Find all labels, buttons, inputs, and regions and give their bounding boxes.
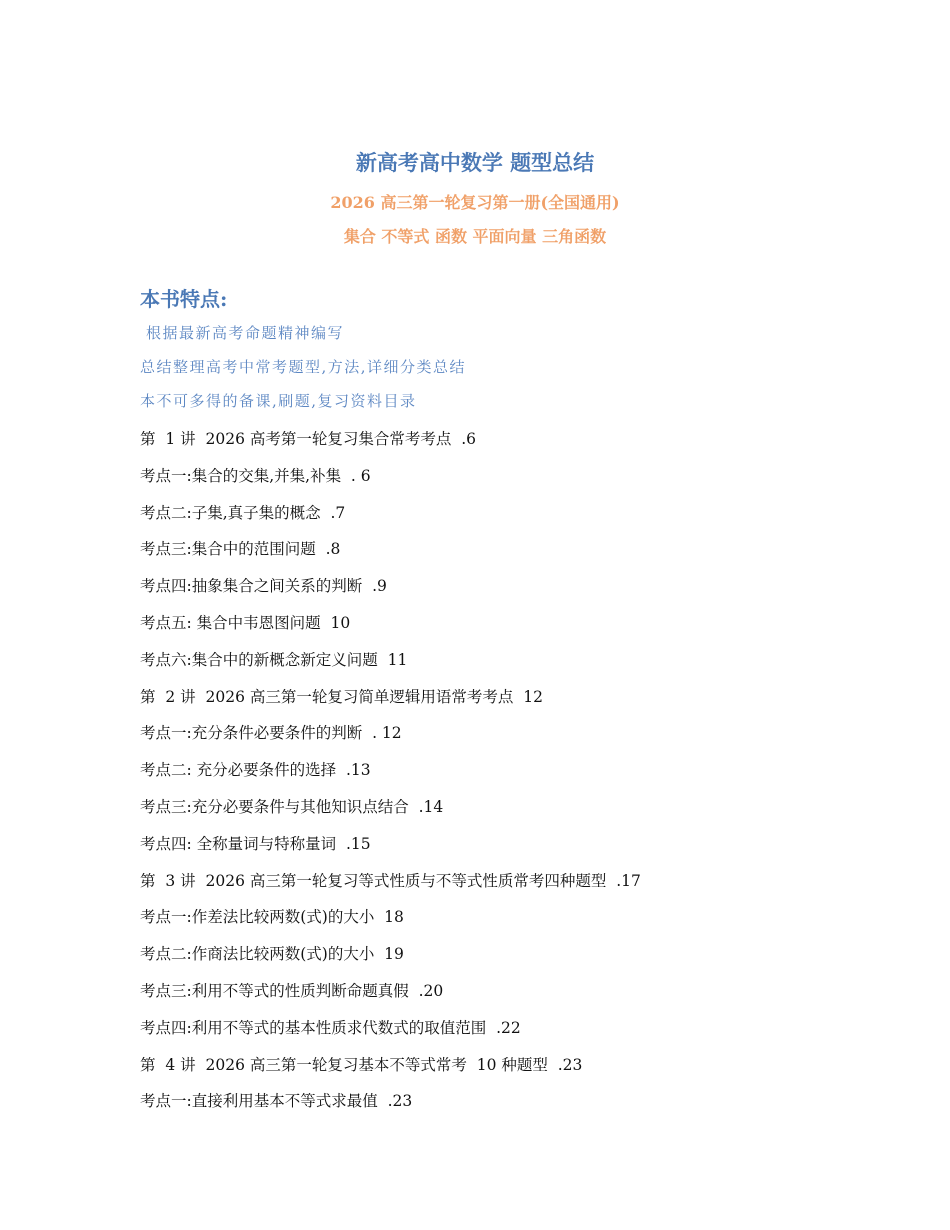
toc-section-entry[interactable]: 考点一:作差法比较两数(式)的大小 18 (140, 908, 404, 927)
toc-section-entry[interactable]: 考点一:直接利用基本不等式求最值 .23 (140, 1092, 413, 1111)
toc-section-entry[interactable]: 考点二:作商法比较两数(式)的大小 19 (140, 945, 404, 964)
toc-section-entry[interactable]: 考点三:利用不等式的性质判断命题真假 .20 (140, 981, 444, 1000)
toc-section-entry[interactable]: 考点五: 集合中韦恩图问题 10 (140, 613, 351, 632)
feature-item: 根据最新高考命题精神编写 (146, 324, 345, 342)
document-subtitle-edition: 2026 高三第一轮复习第一册(全国通用) (330, 193, 620, 212)
toc-section-entry[interactable]: 考点四:抽象集合之间关系的判断 .9 (140, 577, 387, 596)
toc-section-entry[interactable]: 考点三:充分必要条件与其他知识点结合 .14 (140, 797, 444, 816)
toc-section-entry[interactable]: 考点四: 全称量词与特称量词 .15 (140, 834, 371, 853)
toc-section-entry[interactable]: 考点一:集合的交集,并集,补集 . 6 (140, 466, 371, 485)
document-title: 新高考高中数学 题型总结 (355, 150, 595, 175)
table-of-contents (140, 428, 641, 1127)
toc-chapter-entry[interactable]: 第 1 讲 2026 高考第一轮复习集合常考考点 .6 (140, 430, 477, 448)
toc-chapter-entry[interactable]: 第 2 讲 2026 高三第一轮复习简单逻辑用语常考考点 12 (140, 687, 543, 706)
toc-section-entry[interactable]: 考点二: 充分必要条件的选择 .13 (140, 761, 371, 780)
feature-item: 总结整理高考中常考题型,方法,详细分类总结 (140, 358, 467, 376)
toc-section-entry[interactable]: 考点二:子集,真子集的概念 .7 (140, 503, 346, 522)
toc-section-entry[interactable]: 考点四:利用不等式的基本性质求代数式的取值范围 .22 (140, 1018, 521, 1037)
features-list (140, 322, 466, 424)
toc-chapter-entry[interactable]: 第 4 讲 2026 高三第一轮复习基本不等式常考 10 种题型 .23 (140, 1055, 583, 1074)
toc-section-entry[interactable]: 考点一:充分条件必要条件的判断 . 12 (140, 724, 402, 743)
document-subtitle-topics: 集合 不等式 函数 平面向量 三角函数 (343, 227, 607, 246)
features-heading: 本书特点: (140, 287, 228, 311)
toc-section-entry[interactable]: 考点六:集合中的新概念新定义问题 11 (140, 650, 408, 669)
toc-section-entry[interactable]: 考点三:集合中的范围问题 .8 (140, 540, 341, 559)
feature-item: 本不可多得的备课,刷题,复习资料目录 (140, 392, 417, 410)
toc-chapter-entry[interactable]: 第 3 讲 2026 高三第一轮复习等式性质与不等式性质常考四种题型 .17 (140, 871, 641, 890)
